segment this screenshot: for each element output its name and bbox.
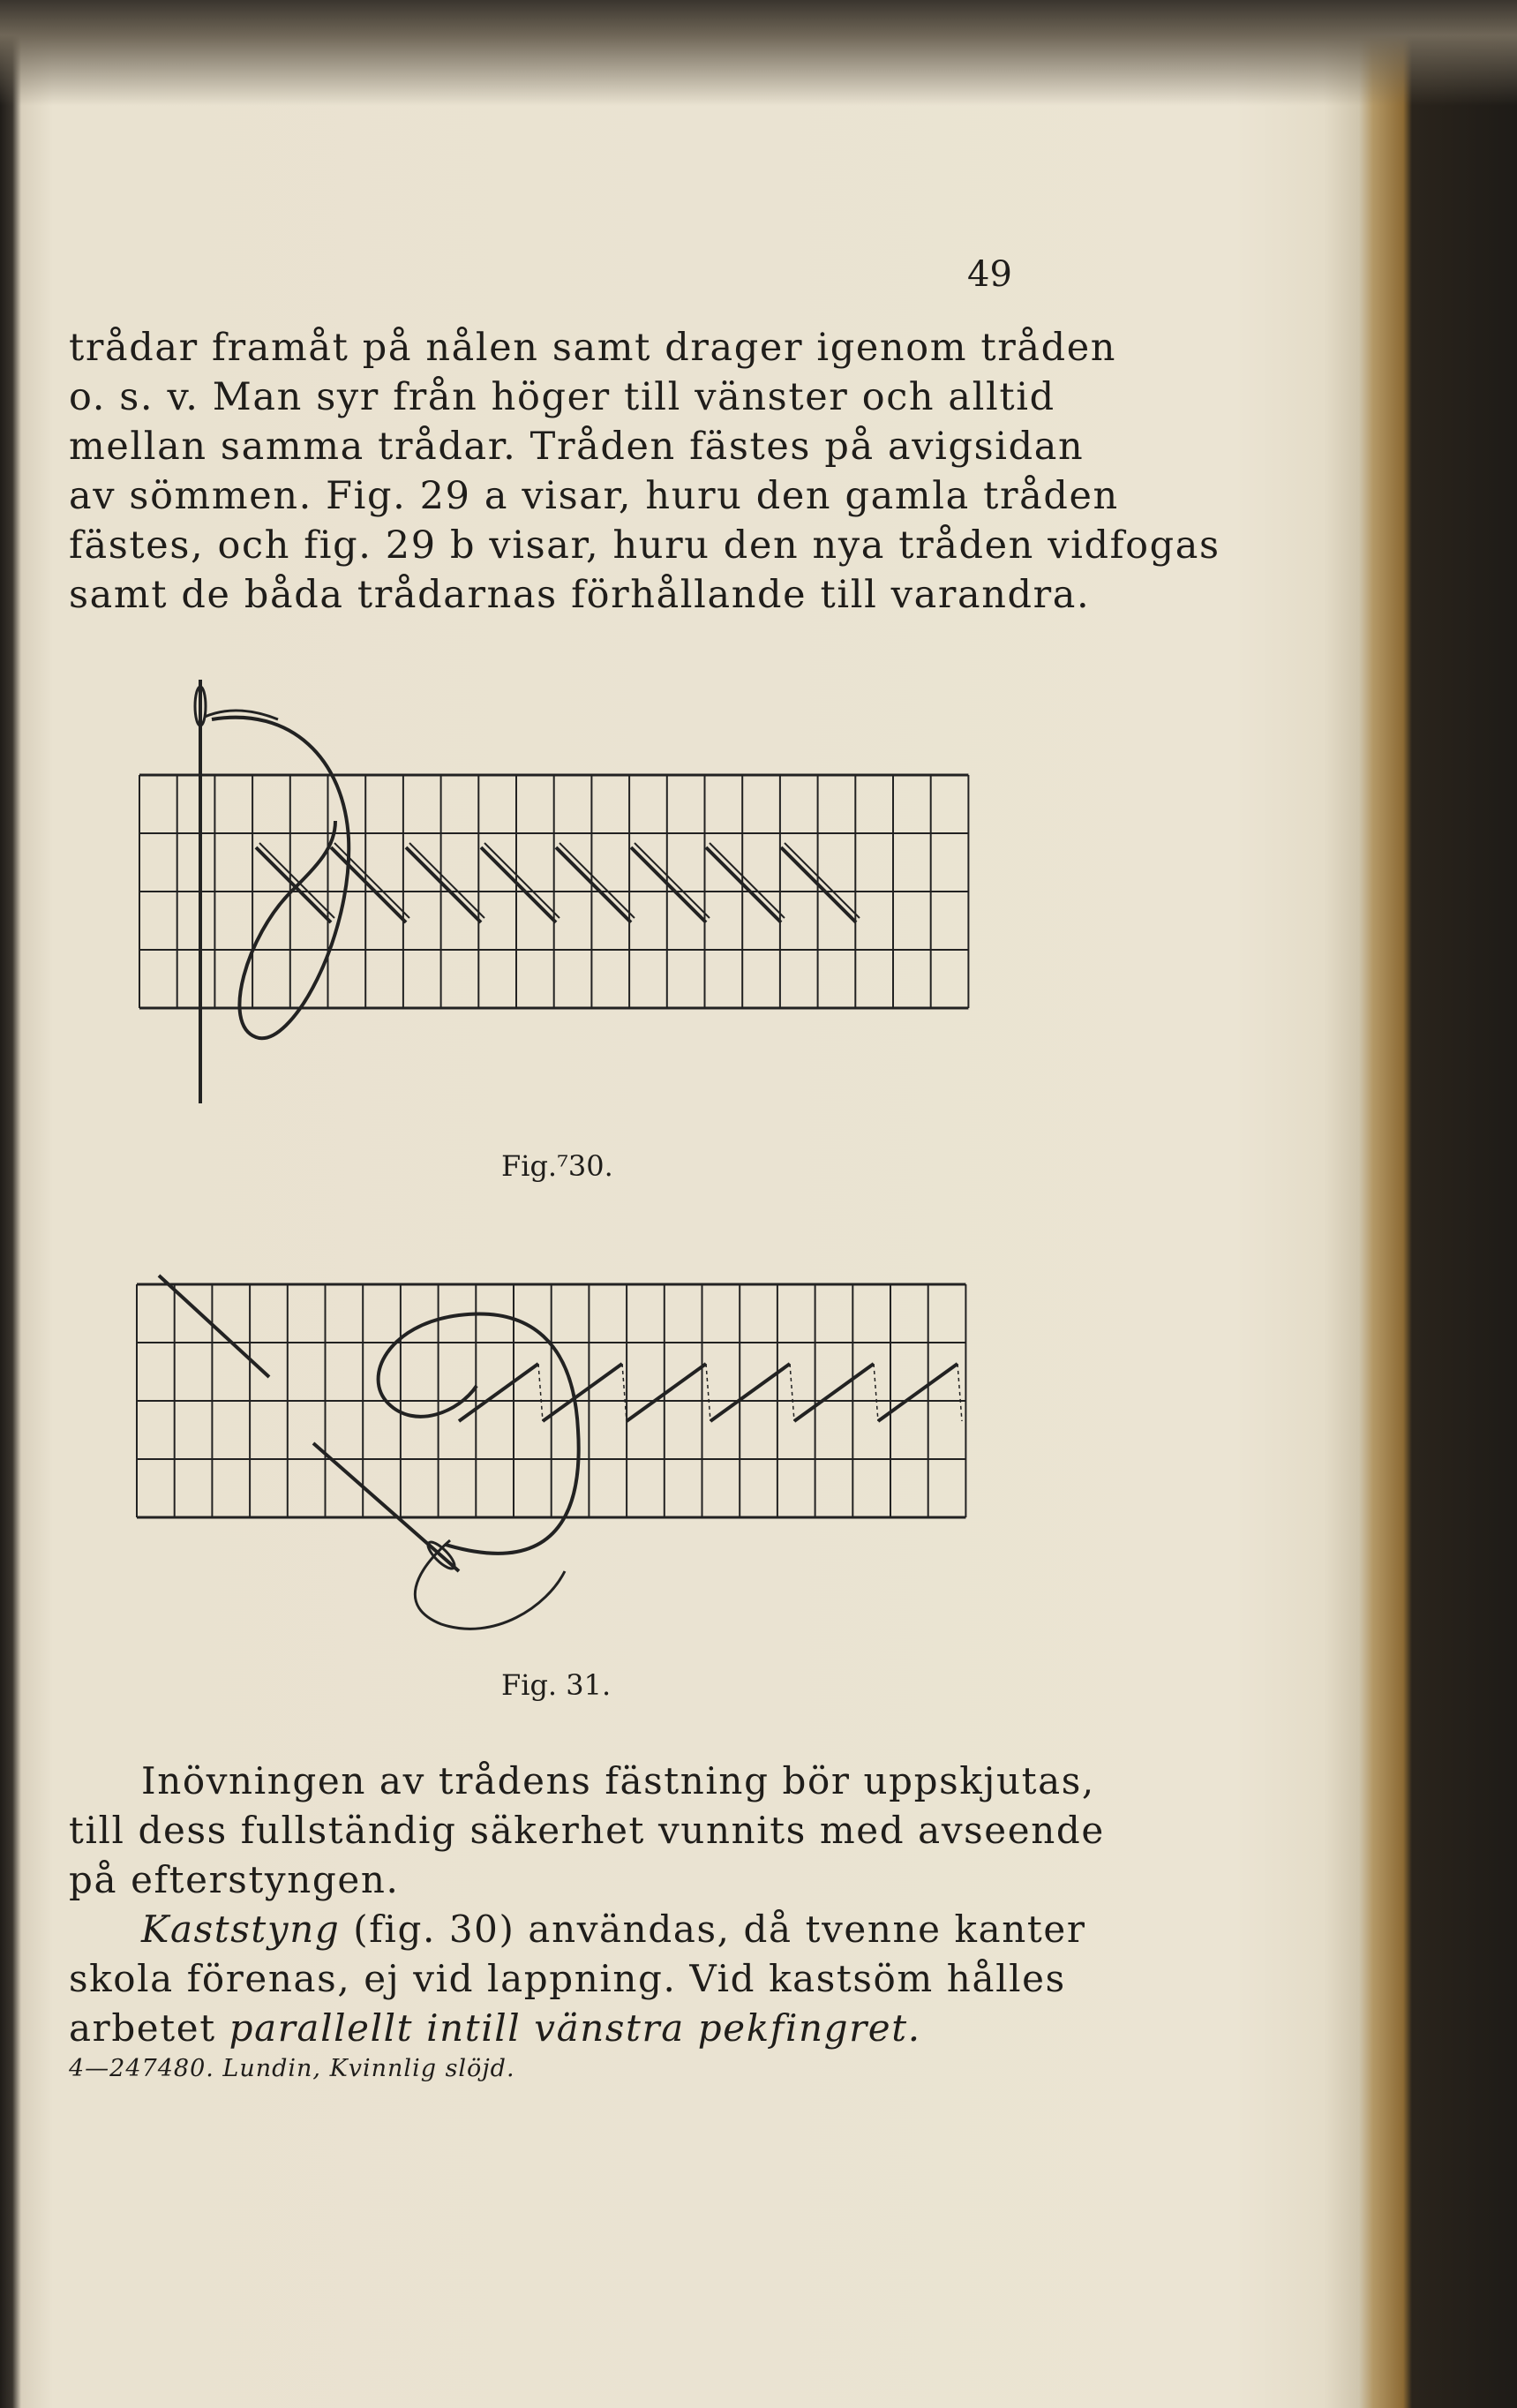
figure-30-caption: Fig.⁷30. xyxy=(501,1149,613,1183)
fig30-stitch-shade xyxy=(559,843,635,918)
footer-imprint: 4—247480. Lundin, Kvinnlig slöjd. xyxy=(69,2055,515,2082)
fig30-stitch-shade xyxy=(785,843,860,918)
figure-31-illustration xyxy=(137,1275,965,1629)
paragraph3-line1-rest: (fig. 30) användas, då tvenne kanter xyxy=(340,1908,1086,1951)
fig30-stitch xyxy=(556,847,631,922)
fig31-stitch xyxy=(794,1364,874,1421)
fig30-stitch xyxy=(631,847,706,922)
fig30-stitch-shade xyxy=(635,843,710,918)
paragraph1-line6: samt de båda trådarnas förhållande till varandra. xyxy=(69,573,1091,617)
fig31-stitch xyxy=(543,1364,622,1421)
paragraph2-line3: på efterstyngen. xyxy=(69,1858,400,1901)
page-number: 49 xyxy=(967,254,1012,295)
fig31-needle-upper xyxy=(159,1275,269,1377)
fig31-stitch-back xyxy=(790,1364,794,1421)
paragraph1-line5: fästes, och fig. 29 b visar, huru den nya tråden vidfogas xyxy=(69,523,1220,568)
paragraph3-line2: skola förenas, ej vid lappning. Vid kastsöm hålles xyxy=(69,1957,1066,2000)
paragraph1-line4: av sömmen. Fig. 29 a visar, huru den gamla tråden xyxy=(69,474,1119,518)
fig30-stitch-shade xyxy=(710,843,785,918)
fig30-stitch xyxy=(406,847,481,922)
fig31-stitch-back xyxy=(538,1364,543,1421)
paragraph3-line3-start: arbetet xyxy=(69,2006,229,2050)
paragraph1-line1: trådar framåt på nålen samt drager igenom tråden xyxy=(69,326,1117,370)
paragraph2-line1: Inövningen av trådens fästning bör uppskjutas, xyxy=(141,1759,1095,1802)
kaststyng-term: Kaststyng xyxy=(141,1908,341,1951)
fig30-stitch-shade xyxy=(409,843,484,918)
fig30-stitch-shade xyxy=(484,843,559,918)
fig31-stitch-back xyxy=(706,1364,710,1421)
paragraph2-line2: till dess fullständig säkerhet vunnits med avseende xyxy=(69,1809,1105,1852)
fig30-stitch xyxy=(706,847,781,922)
fig31-stitch xyxy=(627,1364,706,1421)
paragraph3-line3 xyxy=(69,2004,921,2053)
paragraph3-line3-italic: parallellt intill vänstra pekfingret. xyxy=(229,2006,921,2050)
fig31-stitch-back xyxy=(958,1364,962,1421)
figure-31-caption: Fig. 31. xyxy=(501,1668,612,1702)
figure-30-illustration xyxy=(139,680,968,1103)
fig31-stitch-back xyxy=(874,1364,878,1421)
paragraph1-line3: mellan samma trådar. Tråden fästes på avigsidan xyxy=(69,425,1085,469)
paragraph3-line1 xyxy=(141,1905,1086,1954)
fig30-stitch xyxy=(481,847,556,922)
paragraph1-line2: o. s. v. Man syr från höger till vänster och alltid xyxy=(69,375,1055,419)
